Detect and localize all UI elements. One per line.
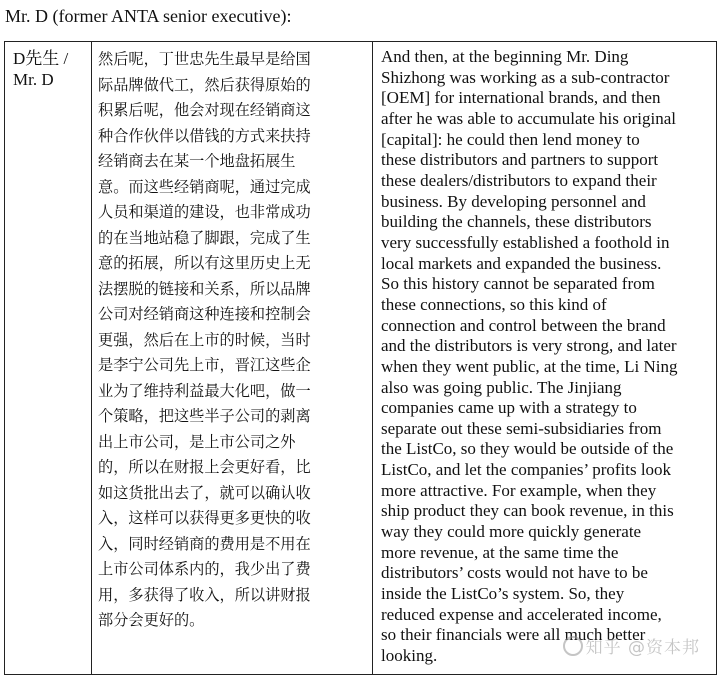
chinese-text-line: 个策略，把这些半子公司的剥离: [98, 407, 311, 425]
english-text-line: the ListCo, so they would be outside of the: [381, 439, 674, 459]
english-text-line: separate out these semi-subsidiaries from: [381, 418, 662, 438]
chinese-paragraph: [92, 42, 372, 668]
speaker-name-chinese: D先生 /: [13, 49, 69, 68]
chinese-text-line: 际品牌做代工，然后获得原始的: [98, 75, 311, 94]
transcript-table: [4, 41, 717, 675]
english-text-line: So this history cannot be separated from: [381, 274, 655, 294]
speaker-heading: Mr. D (former ANTA senior executive):: [5, 6, 292, 26]
chinese-text-line: 的在当地站稳了脚跟，完成了生: [98, 228, 311, 247]
chinese-text-line: 用，多获得了收入，所以讲财报: [98, 585, 311, 604]
chinese-text-line: 业为了维持利益最大化吧，做一: [98, 381, 311, 400]
chinese-text-line: 是李宁公司先上市，晋江这些企: [98, 356, 311, 374]
chinese-text-line: 人员和渠道的建设，也非常成功: [98, 203, 311, 221]
english-text-line: more attractive. For example, when they: [381, 480, 657, 500]
speaker-name-english: Mr. D: [13, 70, 54, 89]
english-text-line: business. By developing personnel and: [381, 191, 646, 211]
english-text-line: Shizhong was working as a sub-contractor: [381, 67, 670, 87]
english-text-line: these dealers/distributors to expand their: [381, 170, 657, 190]
watermark-text: 知乎 @资本邦: [585, 638, 700, 658]
english-text-line: ship product they can book revenue, in this: [381, 501, 674, 521]
zhihu-logo-icon: [563, 636, 583, 656]
english-text-line: when they went public, at the time, Li Ning: [381, 356, 678, 376]
chinese-text-line: 上市公司体系内的，我少出了费: [98, 560, 311, 578]
chinese-text-line: 出上市公司，是上市公司之外: [98, 432, 296, 451]
speaker-cell: [5, 42, 92, 675]
english-text-line: local markets and expanded the business.: [381, 253, 662, 273]
chinese-text-line: 种合作伙伴以借钱的方式来扶持: [98, 126, 311, 145]
english-text-line: so their financials were all much better: [381, 625, 646, 645]
chinese-text-line: 经销商去在某一个地盘拓展生: [98, 152, 296, 170]
english-text-line: also was going public. The Jinjiang: [381, 377, 622, 397]
english-text-line: these distributors and partners to support: [381, 150, 659, 170]
english-text-line: after he was able to accumulate his original: [381, 108, 677, 128]
watermark: [563, 633, 700, 658]
chinese-text-line: 部分会更好的。: [98, 611, 205, 629]
english-text-line: way they could more quickly generate: [381, 522, 642, 542]
english-text-line: companies came up with a strategy to: [381, 398, 637, 418]
english-text-line: distributors’ costs would not have to be: [381, 563, 648, 583]
english-text-line: building the channels, these distributors: [381, 212, 652, 232]
chinese-text-line: 公司对经销商这种连接和控制会: [98, 305, 311, 323]
chinese-text-line: 入，同时经销商的费用是不用在: [98, 534, 311, 553]
english-text-line: inside the ListCo’s system. So, they: [381, 584, 625, 604]
chinese-text-cell: [92, 42, 373, 675]
chinese-text-line: 然后呢，丁世忠先生最早是给国: [98, 50, 311, 68]
chinese-text-line: 入，这样可以获得更多更快的收: [98, 509, 311, 527]
english-text-line: looking.: [381, 646, 438, 666]
chinese-text-line: 更强，然后在上市的时候，当时: [98, 330, 311, 349]
english-text-line: and the distributors is very strong, and later: [381, 336, 677, 356]
english-text-line: these connections, so this kind of: [381, 294, 607, 314]
chinese-text-line: 的，所以在财报上会更好看，比: [98, 458, 311, 476]
chinese-text-line: 意的拓展，所以有这里历史上无: [98, 254, 311, 272]
chinese-text-line: 如这货批出去了，就可以确认收: [98, 483, 311, 502]
english-text-line: very successfully established a foothold in: [381, 232, 670, 252]
english-text-line: [capital]: he could then lend money to: [381, 129, 640, 149]
chinese-text-line: 法摆脱的链接和关系，所以品牌: [98, 279, 311, 298]
english-paragraph: [373, 42, 716, 668]
english-text-line: [OEM] for international brands, and then: [381, 88, 661, 108]
english-text-line: more revenue, at the same time the: [381, 542, 619, 562]
chinese-text-line: 意。而这些经销商呢，通过完成: [98, 177, 311, 196]
english-text-line: ListCo, and let the companies’ profits look: [381, 460, 672, 480]
english-text-line: And then, at the beginning Mr. Ding: [381, 47, 629, 66]
table-row: [5, 42, 717, 675]
english-text-line: connection and control between the brand: [381, 315, 666, 335]
english-text-cell: [373, 42, 717, 675]
english-text-line: reduced expense and accelerated income,: [381, 604, 662, 624]
chinese-text-line: 积累后呢，他会对现在经销商这: [98, 101, 311, 119]
